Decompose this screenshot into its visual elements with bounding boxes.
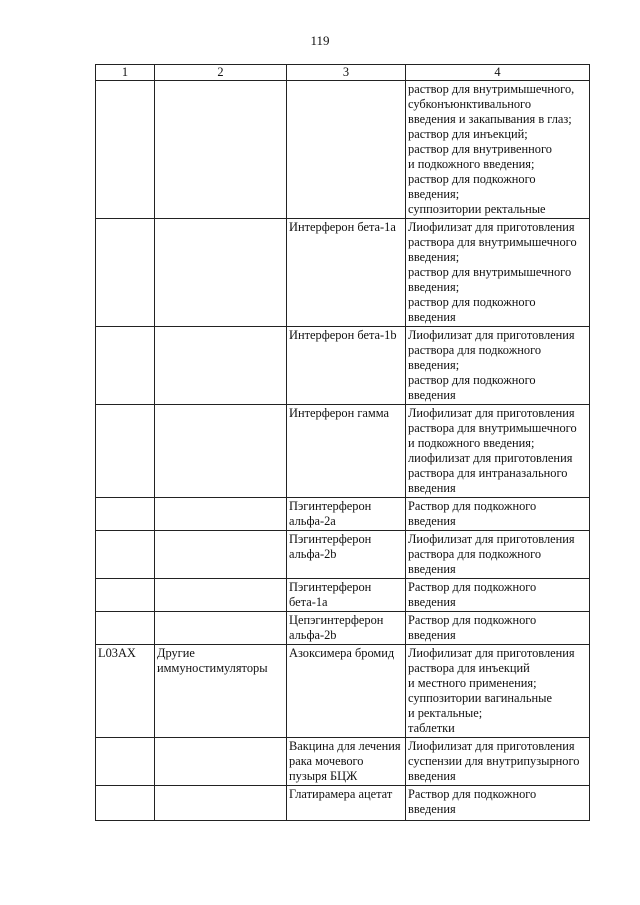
dosage-form-line: таблетки	[408, 721, 455, 735]
dosage-form-cell	[406, 738, 590, 786]
table-row	[96, 219, 590, 327]
table-row	[96, 786, 590, 821]
dosage-form-line: введения	[408, 628, 456, 642]
dosage-form-line: Лиофилизат для приготовления	[408, 220, 575, 234]
drug-name-cell	[287, 579, 406, 612]
dosage-form-line: раствора для интраназального	[408, 466, 568, 480]
dosage-form-cell	[406, 81, 590, 219]
dosage-form-line: Раствор для подкожного	[408, 787, 537, 801]
dosage-form-line: раствор для подкожного	[408, 373, 536, 387]
dosage-form-line: раствор для внутримышечного,	[408, 82, 575, 96]
group-name-cell	[155, 327, 287, 405]
dosage-form-line: введения	[408, 802, 456, 816]
drug-name-cell	[287, 645, 406, 738]
dosage-form-line: раствор для инъекций;	[408, 127, 528, 141]
drug-line: Глатирамера ацетат	[289, 787, 393, 801]
dosage-form-line: введения	[408, 388, 456, 402]
table-row	[96, 645, 590, 738]
table-row	[96, 612, 590, 645]
dosage-form-cell	[406, 219, 590, 327]
table-row	[96, 579, 590, 612]
dosage-form-line: Лиофилизат для приготовления	[408, 532, 575, 546]
drug-name-cell	[287, 498, 406, 531]
table-row	[96, 327, 590, 405]
dosage-form-line: суппозитории ректальные	[408, 202, 546, 216]
dosage-form-line: и подкожного введения;	[408, 157, 535, 171]
atc-code-cell	[96, 498, 155, 531]
dosage-form-line: введения	[408, 514, 456, 528]
dosage-form-cell	[406, 327, 590, 405]
drug-name-cell	[287, 219, 406, 327]
group-name-cell	[155, 531, 287, 579]
group-name-cell	[155, 612, 287, 645]
drug-line: Интерферон бета-1a	[289, 220, 396, 234]
group-name-cell	[155, 738, 287, 786]
dosage-form-line: суппозитории вагинальные	[408, 691, 552, 705]
dosage-form-line: субконъюнктивального	[408, 97, 532, 111]
group-name-cell	[155, 579, 287, 612]
dosage-form-line: введения	[408, 769, 456, 783]
drug-line: альфа-2b	[289, 628, 337, 642]
table-row	[96, 405, 590, 498]
drug-line: рака мочевого	[289, 754, 364, 768]
drug-name-cell	[287, 327, 406, 405]
dosage-form-line: Лиофилизат для приготовления	[408, 406, 575, 420]
column-header-2: 2	[155, 65, 287, 81]
dosage-form-line: раствор для подкожного	[408, 172, 536, 186]
drug-name-cell	[287, 738, 406, 786]
drug-table	[95, 64, 590, 821]
dosage-form-line: введения;	[408, 187, 460, 201]
dosage-form-line: введения	[408, 481, 456, 495]
atc-code-cell	[96, 579, 155, 612]
atc-code-cell	[96, 738, 155, 786]
table-body	[96, 81, 590, 821]
dosage-form-line: раствор для подкожного	[408, 295, 536, 309]
drug-line: альфа-2b	[289, 547, 337, 561]
dosage-form-cell	[406, 579, 590, 612]
drug-name-cell	[287, 405, 406, 498]
page-number: 119	[310, 33, 330, 48]
group-line: Другие	[157, 646, 195, 660]
dosage-form-line: Лиофилизат для приготовления	[408, 328, 575, 342]
dosage-form-line: введения;	[408, 358, 460, 372]
dosage-form-cell	[406, 612, 590, 645]
drug-line: бета-1a	[289, 595, 328, 609]
atc-code-cell	[96, 405, 155, 498]
table-header-row	[96, 65, 590, 81]
dosage-form-cell	[406, 405, 590, 498]
atc-code-cell	[96, 612, 155, 645]
table-row	[96, 81, 590, 219]
dosage-form-line: раствор для внутримышечного	[408, 265, 572, 279]
atc-code-cell	[96, 81, 155, 219]
dosage-form-line: и подкожного введения;	[408, 436, 535, 450]
dosage-form-line: раствора для внутримышечного	[408, 421, 577, 435]
group-line: иммуностимуляторы	[157, 661, 268, 675]
group-name-cell	[155, 219, 287, 327]
drug-line: Интерферон бета-1b	[289, 328, 397, 342]
dosage-form-line: Раствор для подкожного	[408, 613, 537, 627]
dosage-form-line: введения	[408, 595, 456, 609]
drug-line: альфа-2a	[289, 514, 336, 528]
dosage-form-line: Раствор для подкожного	[408, 580, 537, 594]
column-header-4: 4	[406, 65, 590, 81]
dosage-form-line: введения;	[408, 280, 460, 294]
drug-name-cell	[287, 786, 406, 821]
dosage-form-line: введения и закапывания в глаз;	[408, 112, 572, 126]
drug-line: Интерферон гамма	[289, 406, 390, 420]
dosage-form-line: Раствор для подкожного	[408, 499, 537, 513]
drug-line: Пэгинтерферон	[289, 580, 372, 594]
dosage-form-line: и местного применения;	[408, 676, 537, 690]
dosage-form-cell	[406, 498, 590, 531]
drug-line: Цепэгинтерферон	[289, 613, 384, 627]
table-row	[96, 498, 590, 531]
dosage-form-line: раствора для инъекций	[408, 661, 530, 675]
dosage-form-line: раствор для внутривенного	[408, 142, 552, 156]
dosage-form-line: введения	[408, 562, 456, 576]
atc-code-cell: L03AX	[96, 645, 155, 738]
dosage-form-line: Лиофилизат для приготовления	[408, 739, 575, 753]
drug-name-cell	[287, 612, 406, 645]
drug-line: пузыря БЦЖ	[289, 769, 358, 783]
drug-line: Азоксимера бромид	[289, 646, 395, 660]
group-name-cell	[155, 498, 287, 531]
dosage-form-line: Лиофилизат для приготовления	[408, 646, 575, 660]
dosage-form-line: введения;	[408, 250, 460, 264]
dosage-form-line: лиофилизат для приготовления	[408, 451, 573, 465]
atc-code-cell	[96, 786, 155, 821]
column-header-3: 3	[287, 65, 406, 81]
drug-line: Вакцина для лечения	[289, 739, 401, 753]
drug-name-cell	[287, 81, 406, 219]
group-name-cell	[155, 81, 287, 219]
dosage-form-line: раствора для внутримышечного	[408, 235, 577, 249]
atc-code-cell	[96, 531, 155, 579]
dosage-form-cell	[406, 531, 590, 579]
drug-name-cell	[287, 531, 406, 579]
table-row	[96, 531, 590, 579]
group-name-cell	[155, 645, 287, 738]
dosage-form-line: раствора для подкожного	[408, 547, 542, 561]
dosage-form-line: суспензии для внутрипузырного	[408, 754, 580, 768]
group-name-cell	[155, 405, 287, 498]
dosage-form-line: и ректальные;	[408, 706, 483, 720]
group-name-cell	[155, 786, 287, 821]
dosage-form-line: раствора для подкожного	[408, 343, 542, 357]
dosage-form-cell	[406, 645, 590, 738]
atc-code-cell	[96, 219, 155, 327]
column-header-1: 1	[96, 65, 155, 81]
dosage-form-cell	[406, 786, 590, 821]
table-row	[96, 738, 590, 786]
atc-code-cell	[96, 327, 155, 405]
drug-line: Пэгинтерферон	[289, 499, 372, 513]
drug-line: Пэгинтерферон	[289, 532, 372, 546]
dosage-form-line: введения	[408, 310, 456, 324]
